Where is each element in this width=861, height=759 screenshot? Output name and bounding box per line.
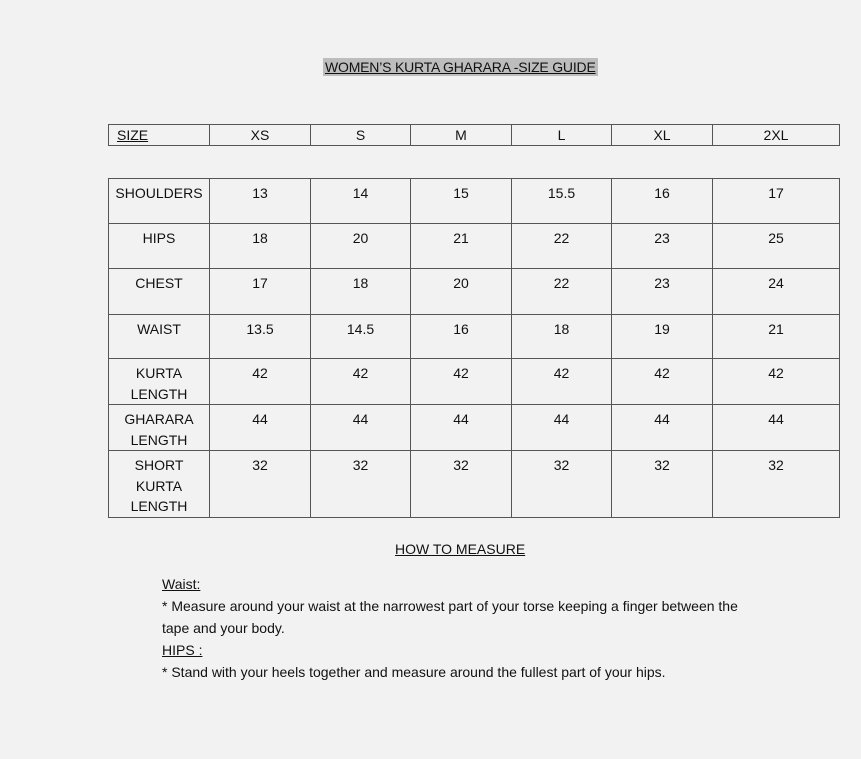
hips-heading: HIPS :	[162, 642, 203, 658]
size-header-row	[109, 125, 840, 146]
table-cell: 22	[512, 224, 612, 269]
table-cell: 18	[512, 315, 612, 359]
table-cell: 44	[612, 405, 713, 451]
table-cell: 25	[713, 224, 840, 269]
table-cell: 32	[411, 451, 512, 518]
table-cell: 21	[713, 315, 840, 359]
row-label	[109, 359, 210, 405]
table-cell: 16	[411, 315, 512, 359]
table-cell: 20	[411, 269, 512, 315]
table-cell: 18	[311, 269, 411, 315]
table-cell: 32	[612, 451, 713, 518]
row-label: CHEST	[109, 269, 210, 315]
table-cell: 32	[713, 451, 840, 518]
table-cell: 24	[713, 269, 840, 315]
size-l: L	[512, 125, 612, 146]
row-label	[109, 451, 210, 518]
table-row	[109, 359, 840, 405]
table-cell: 32	[311, 451, 411, 518]
waist-heading: Waist:	[162, 576, 201, 592]
row-label-line: LENGTH	[130, 385, 188, 402]
row-label-line: GHARARA	[124, 411, 194, 427]
table-cell: 32	[210, 451, 311, 518]
table-cell: 23	[612, 269, 713, 315]
table-cell: 44	[713, 405, 840, 451]
table-cell: 42	[612, 359, 713, 405]
size-label: SIZE	[109, 125, 210, 146]
table-row	[109, 315, 840, 359]
row-label-line: LENGTH	[130, 431, 188, 448]
row-label: SHOULDERS	[109, 179, 210, 224]
table-cell: 44	[210, 405, 311, 451]
row-label	[109, 405, 210, 451]
row-label-line: LENGTH	[130, 498, 188, 514]
how-to-measure-title: HOW TO MEASURE	[395, 541, 526, 557]
table-cell: 44	[311, 405, 411, 451]
row-label-line: KURTA	[135, 365, 183, 381]
table-cell: 23	[612, 224, 713, 269]
row-label-line: SHORT	[134, 457, 184, 473]
size-2xl: 2XL	[713, 125, 840, 146]
waist-instruction-line: tape and your body.	[162, 620, 285, 636]
table-row	[109, 451, 840, 518]
size-header-table	[108, 124, 840, 146]
size-s: S	[311, 125, 411, 146]
table-cell: 22	[512, 269, 612, 315]
measurements-table	[108, 178, 840, 518]
table-cell: 21	[411, 224, 512, 269]
hips-instruction-line: * Stand with your heels together and measure around the fullest part of your hips.	[162, 664, 666, 680]
table-cell: 16	[612, 179, 713, 224]
table-cell: 13	[210, 179, 311, 224]
table-cell: 13.5	[210, 315, 311, 359]
table-cell: 15.5	[512, 179, 612, 224]
row-label-line: KURTA	[135, 477, 183, 494]
table-cell: 14.5	[311, 315, 411, 359]
table-row	[109, 179, 840, 224]
table-cell: 44	[512, 405, 612, 451]
size-xs: XS	[210, 125, 311, 146]
table-cell: 17	[713, 179, 840, 224]
table-row	[109, 224, 840, 269]
table-cell: 32	[512, 451, 612, 518]
table-cell: 19	[612, 315, 713, 359]
table-row	[109, 269, 840, 315]
table-cell: 42	[411, 359, 512, 405]
table-cell: 42	[713, 359, 840, 405]
table-cell: 42	[512, 359, 612, 405]
page-title: WOMEN’S KURTA GHARARA -SIZE GUIDE	[325, 59, 596, 75]
table-row	[109, 405, 840, 451]
table-cell: 44	[411, 405, 512, 451]
table-cell: 42	[311, 359, 411, 405]
row-label: HIPS	[109, 224, 210, 269]
table-cell: 20	[311, 224, 411, 269]
size-m: M	[411, 125, 512, 146]
waist-instruction-line: * Measure around your waist at the narrowest part of your torse keeping a finger between the	[162, 598, 738, 614]
table-cell: 42	[210, 359, 311, 405]
size-xl: XL	[612, 125, 713, 146]
table-cell: 14	[311, 179, 411, 224]
table-cell: 18	[210, 224, 311, 269]
table-cell: 17	[210, 269, 311, 315]
table-cell: 15	[411, 179, 512, 224]
row-label: WAIST	[109, 315, 210, 359]
